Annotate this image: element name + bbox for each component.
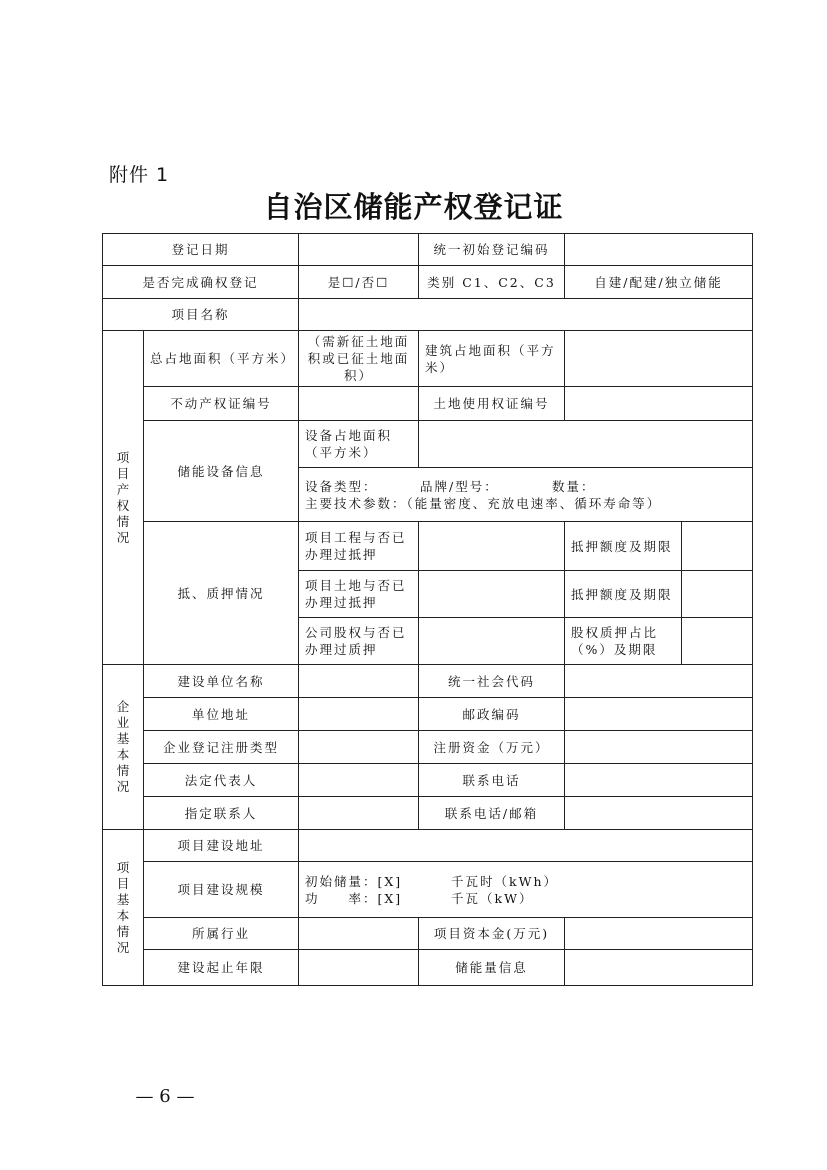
table-row	[103, 331, 753, 387]
field-period[interactable]	[299, 950, 419, 986]
table-row	[103, 830, 753, 862]
label-phone: 联系电话	[419, 764, 565, 797]
label-power: 功 率：[X]	[305, 890, 403, 906]
label-kwh: 千瓦时（kWh）	[451, 873, 558, 889]
document-title: 自治区储能产权登记证	[263, 190, 564, 224]
field-postcode[interactable]	[565, 698, 753, 731]
field-registration-date[interactable]	[299, 234, 419, 266]
label-real-estate-no: 不动产权证编号	[144, 387, 299, 421]
table-row	[103, 950, 753, 986]
section-project	[103, 830, 144, 986]
label-pledge-land: 项目土地与否已办理过抵押	[299, 571, 419, 618]
field-project-name[interactable]	[299, 299, 753, 331]
label-equipment-area: 设备占地面积（平方米）	[299, 421, 419, 468]
field-pledge-amount-1[interactable]	[682, 522, 753, 571]
field-phone-email[interactable]	[565, 797, 753, 830]
section-property-label: 项目产权情况	[116, 449, 130, 545]
label-contact: 指定联系人	[144, 797, 299, 830]
field-legal-rep[interactable]	[299, 764, 419, 797]
field-contact[interactable]	[299, 797, 419, 830]
label-land-use-no: 土地使用权证编号	[419, 387, 565, 421]
label-tech-params: 主要技术参数：（能量密度、充放电速率、循环寿命等）	[305, 495, 662, 511]
label-land-note: （需新征土地面积或已征土地面积）	[299, 331, 419, 387]
label-build-address: 项目建设地址	[144, 830, 299, 862]
field-unified-code[interactable]	[565, 234, 753, 266]
table-row	[103, 698, 753, 731]
field-credit-code[interactable]	[565, 665, 753, 698]
label-builder-name: 建设单位名称	[144, 665, 299, 698]
registration-form-table	[102, 233, 753, 986]
attachment-label: 附件 1	[109, 164, 170, 186]
field-real-estate-no[interactable]	[299, 387, 419, 421]
page-number: — 6 —	[135, 1086, 195, 1107]
label-brand-model: 品牌/型号：	[420, 478, 499, 494]
section-project-label: 项目基本情况	[116, 859, 130, 955]
label-pledge-equity: 公司股权与否已办理过质押	[299, 618, 419, 665]
table-row	[103, 797, 753, 830]
field-equity-ratio[interactable]	[682, 618, 753, 665]
field-reg-capital[interactable]	[565, 731, 753, 764]
label-legal-rep: 法定代表人	[144, 764, 299, 797]
label-pledge: 抵、质押情况	[144, 522, 299, 665]
field-pledge-equity[interactable]	[419, 618, 565, 665]
table-row	[103, 421, 753, 468]
table-row	[103, 764, 753, 797]
label-building-area: 建筑占地面积（平方米）	[419, 331, 565, 387]
label-postcode: 邮政编码	[419, 698, 565, 731]
label-phone-email: 联系电话/邮箱	[419, 797, 565, 830]
table-row	[103, 731, 753, 764]
label-category: 类别 C1、C2、C3	[419, 266, 565, 299]
label-industry: 所属行业	[144, 918, 299, 950]
label-equity-ratio: 股权质押占比（%）及期限	[565, 618, 682, 665]
label-address: 单位地址	[144, 698, 299, 731]
field-build-address[interactable]	[299, 830, 753, 862]
label-capacity-info: 储能量信息	[419, 950, 565, 986]
label-pledge-amount-2: 抵押额度及期限	[565, 571, 682, 618]
table-row	[103, 862, 753, 918]
label-quantity: 数量：	[552, 478, 596, 494]
label-total-area: 总占地面积（平方米）	[144, 331, 299, 387]
table-row	[103, 665, 753, 698]
table-row	[103, 387, 753, 421]
section-company	[103, 665, 144, 830]
field-pledge-amount-2[interactable]	[682, 571, 753, 618]
field-equipment-details[interactable]	[299, 468, 753, 522]
field-builder-name[interactable]	[299, 665, 419, 698]
label-project-capital: 项目资本金(万元)	[419, 918, 565, 950]
label-reg-capital: 注册资金（万元）	[419, 731, 565, 764]
table-row	[103, 522, 753, 571]
section-property	[103, 331, 144, 665]
field-land-use-no[interactable]	[565, 387, 753, 421]
field-phone[interactable]	[565, 764, 753, 797]
label-pledge-project: 项目工程与否已办理过抵押	[299, 522, 419, 571]
label-registration-date: 登记日期	[103, 234, 299, 266]
label-period: 建设起止年限	[144, 950, 299, 986]
label-confirmed: 是否完成确权登记	[103, 266, 299, 299]
field-industry[interactable]	[299, 918, 419, 950]
field-yes-no[interactable]: 是☐/否☐	[299, 266, 419, 299]
label-scale: 项目建设规模	[144, 862, 299, 918]
label-credit-code: 统一社会代码	[419, 665, 565, 698]
field-building-area[interactable]	[565, 331, 753, 387]
field-address[interactable]	[299, 698, 419, 731]
label-reg-type: 企业登记注册类型	[144, 731, 299, 764]
field-capacity-info[interactable]	[565, 950, 753, 986]
label-kw: 千瓦（kW）	[451, 890, 534, 906]
field-pledge-project[interactable]	[419, 522, 565, 571]
field-pledge-land[interactable]	[419, 571, 565, 618]
table-row	[103, 234, 753, 266]
table-row	[103, 918, 753, 950]
label-project-name: 项目名称	[103, 299, 299, 331]
field-equipment-area[interactable]	[419, 421, 753, 468]
table-row	[103, 266, 753, 299]
field-project-capital[interactable]	[565, 918, 753, 950]
label-initial-capacity: 初始储量：[X]	[305, 873, 403, 889]
label-equipment-info: 储能设备信息	[144, 421, 299, 522]
field-reg-type[interactable]	[299, 731, 419, 764]
field-scale[interactable]	[299, 862, 753, 918]
field-storage-type[interactable]: 自建/配建/独立储能	[565, 266, 753, 299]
label-equipment-type: 设备类型：	[305, 478, 378, 494]
label-pledge-amount-1: 抵押额度及期限	[565, 522, 682, 571]
table-row	[103, 299, 753, 331]
section-company-label: 企业基本情况	[116, 699, 130, 794]
label-unified-code: 统一初始登记编码	[419, 234, 565, 266]
